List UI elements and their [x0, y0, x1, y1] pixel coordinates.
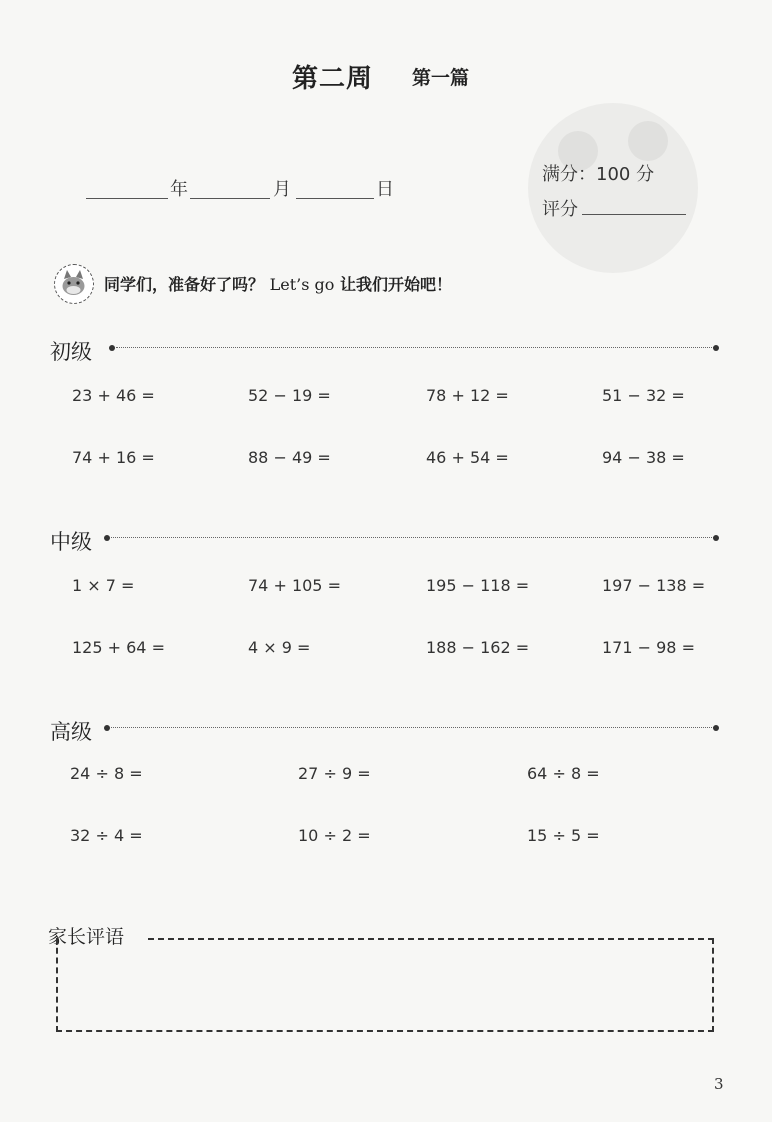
problem: 78 + 12 =	[426, 386, 509, 405]
section-line-start-dot	[109, 345, 115, 351]
section-line-end-dot	[713, 535, 719, 541]
problem: 171 − 98 =	[602, 638, 695, 657]
problem: 24 ÷ 8 =	[70, 764, 143, 783]
problem: 15 ÷ 5 =	[527, 826, 600, 845]
year-field-line[interactable]	[86, 176, 168, 199]
problem: 125 + 64 =	[72, 638, 165, 657]
section-divider-intermediate	[111, 537, 714, 538]
grade-label: 评分	[542, 199, 578, 220]
mascot-icon	[54, 264, 94, 304]
problem: 32 ÷ 4 =	[70, 826, 143, 845]
watermark-ear	[628, 121, 668, 161]
section-line-start-dot	[104, 725, 110, 731]
problem: 4 × 9 =	[248, 638, 311, 657]
parent-comment-box[interactable]	[56, 938, 714, 1032]
full-score: 满分：100 分	[542, 164, 655, 185]
problem: 27 ÷ 9 =	[298, 764, 371, 783]
problem: 64 ÷ 8 =	[527, 764, 600, 783]
background-mascot-watermark	[528, 103, 698, 273]
grade-field-line[interactable]	[582, 192, 686, 215]
section-line-end-dot	[713, 345, 719, 351]
year-label: 年	[170, 179, 188, 200]
problem: 94 − 38 =	[602, 448, 685, 467]
page-title: 第二周	[292, 64, 374, 94]
month-field-line[interactable]	[190, 176, 270, 199]
greeting-part2: 让我们开始吧！	[339, 275, 452, 294]
section-title-intermediate: 中级	[50, 530, 92, 554]
day-label: 日	[376, 179, 394, 200]
section-line-end-dot	[713, 725, 719, 731]
page-subtitle: 第一篇	[412, 67, 470, 89]
page-number: 3	[714, 1075, 724, 1093]
problem: 74 + 16 =	[72, 448, 155, 467]
problem: 23 + 46 =	[72, 386, 155, 405]
problem: 88 − 49 =	[248, 448, 331, 467]
problem: 52 − 19 =	[248, 386, 331, 405]
month-label: 月	[273, 179, 291, 200]
day-field-line[interactable]	[296, 176, 374, 199]
greeting-part1: 同学们，准备好了吗？	[104, 275, 265, 294]
section-title-beginner: 初级	[50, 340, 92, 364]
section-divider-advanced	[111, 727, 714, 728]
problem: 188 − 162 =	[426, 638, 530, 657]
section-line-start-dot	[104, 535, 110, 541]
section-divider-beginner	[116, 347, 714, 348]
problem: 1 × 7 =	[72, 576, 135, 595]
problem: 46 + 54 =	[426, 448, 509, 467]
problem: 74 + 105 =	[248, 576, 341, 595]
problem: 51 − 32 =	[602, 386, 685, 405]
greeting-text	[104, 272, 452, 295]
problem: 10 ÷ 2 =	[298, 826, 371, 845]
problem: 195 − 118 =	[426, 576, 530, 595]
greeting-english: Let’s go	[269, 275, 335, 294]
problem: 197 − 138 =	[602, 576, 706, 595]
section-title-advanced: 高级	[50, 720, 92, 744]
parent-comment-label: 家长评语	[48, 926, 125, 948]
